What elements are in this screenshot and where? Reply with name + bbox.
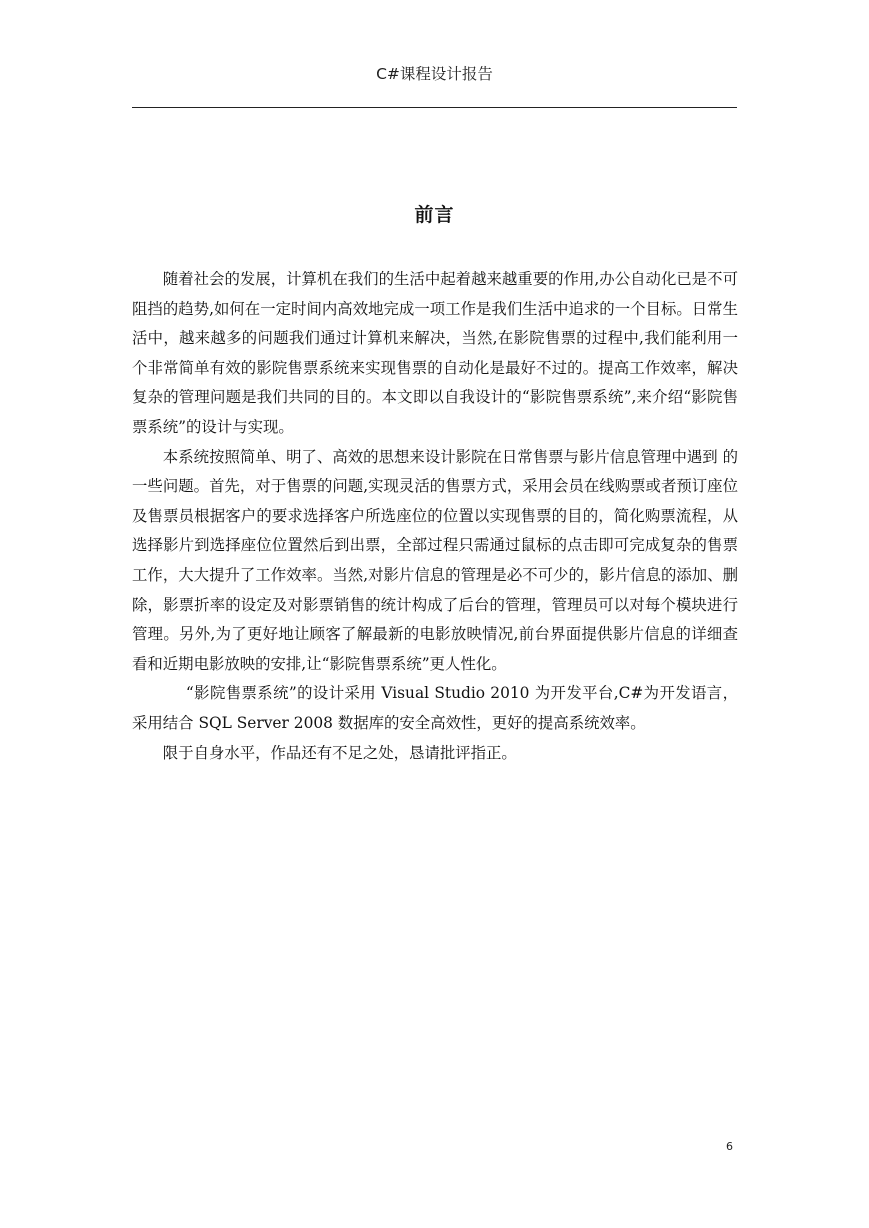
page-title: 前言 (414, 204, 455, 226)
page-number: 6 (726, 1140, 733, 1153)
paragraph-4: 限于自身水平，作品还有不足之处，恳请批评指正。 (162, 743, 517, 762)
body-text (132, 265, 738, 768)
paragraph-2: 本系统按照简单、明了、高效的思想来设计影院在日常售票与影片信息管理中遇到 的一些问题。首先，对于售票的问题,实现灵活的售票方式，采用会员在线购票或者预订座位及售票员根据客户的要求选择客户所选座位的位置以实现售票的目的，简化购票流程，从选择影片到选择座位位置然后到出票，全部过程只需通过鼠标的点击即可完成复杂的售票工作，大大提升了工作效率。当然,对影片信息的管理是必不可少的，影片信息的添加、删除，影票折率的设定及对影票销售的统计构成了后台的管理，管理员可以对每个模块进行管理。另外,为了更好地让顾客了解最新的电影放映情况,前台界面提供影片信息的详细查看和近期电影放映的安排,让“影院售票系统”更人性化。 (132, 447, 738, 673)
header-divider (132, 107, 737, 108)
paragraph-3: “影院售票系统”的设计采用 Visual Studio 2010 为开发平台,C#为开发语言，采用结合 SQL Server 2008 数据库的安全高效性，更好的提高系统效率。 (132, 684, 738, 732)
paragraph-1: 随着社会的发展，计算机在我们的生活中起着越来越重要的作用,办公自动化已是不可阻挡的趋势,如何在一定时间内高效地完成一项工作是我们生活中追求的一个目标。日常生活中，越来越多的问题我们通过计算机来解决，当然,在影院售票的过程中,我们能利用一个非常简单有效的影院售票系统来实现售票的自动化是最好不过的。提高工作效率，解决复杂的管理问题是我们共同的目的。本文即以自我设计的“影院售票系统”,来介绍“影院售票系统”的设计与实现。 (132, 270, 738, 436)
page-header: C#课程设计报告 (376, 65, 493, 83)
